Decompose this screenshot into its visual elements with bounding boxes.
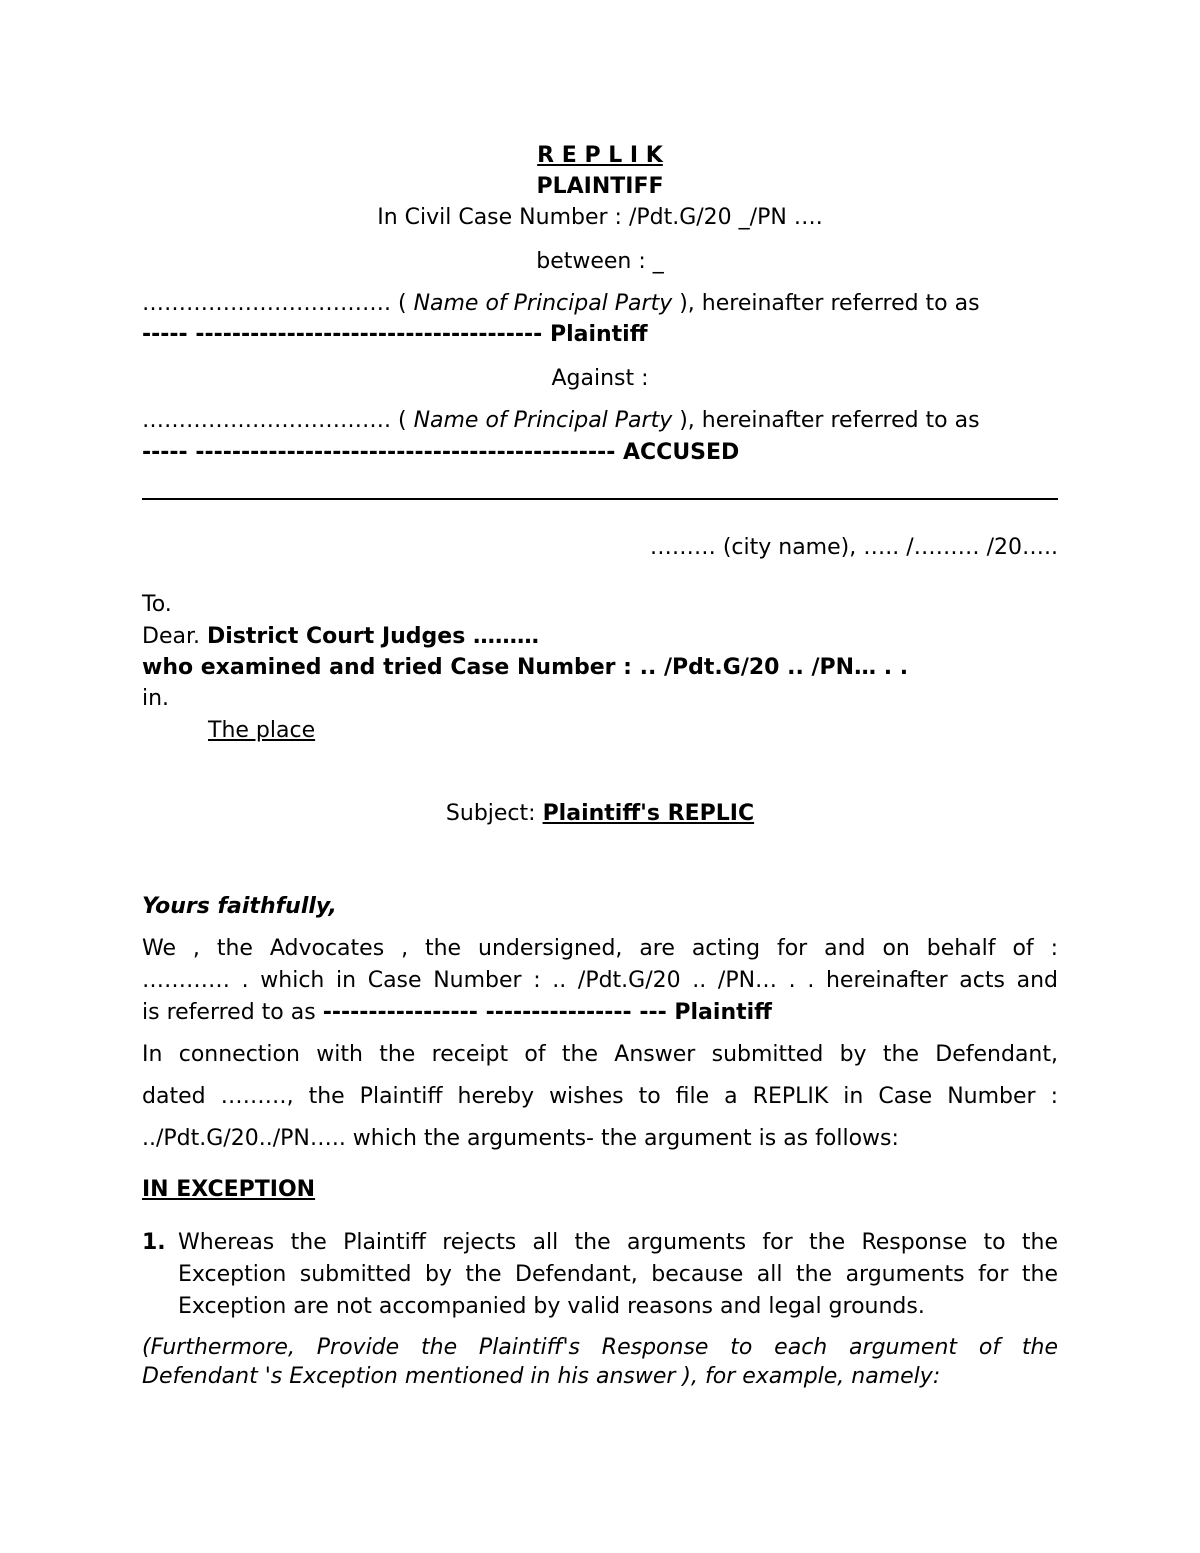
address-dear-line <box>142 622 1058 652</box>
date-line: ……… (city name), ….. /……… /20….. <box>649 535 1058 560</box>
body-p2-line2: dated ………, the Plaintiff hereby wishes to file a REPLIK in Case Number : <box>142 1084 1058 1109</box>
party2-dashes: ----- ---------------------------------------------- <box>142 440 623 465</box>
body-p1-line3-dashes: ----------------- ---------------- --- <box>322 1000 675 1025</box>
address-to: To. <box>142 592 172 617</box>
document-subtitle: PLAINTIFF <box>536 174 664 199</box>
section-heading: IN EXCEPTION <box>142 1177 316 1202</box>
body-p1-line3-role: Plaintiff <box>674 1000 772 1025</box>
address-dear: Dear. <box>142 624 207 649</box>
horizontal-divider <box>142 498 1058 500</box>
salutation: Yours faithfully, <box>142 894 337 919</box>
between-label: between : _ <box>536 249 664 274</box>
party1-role-line <box>142 320 1058 350</box>
address-place: The place <box>208 718 316 743</box>
party1-suffix: ), hereinafter referred to as <box>672 291 980 316</box>
body-p1-line2: ………… . which in Case Number : .. /Pdt.G/20 .. /PN… . . hereinafter acts and <box>142 968 1058 993</box>
subject-label: Subject: <box>445 801 543 826</box>
party2-dots: ……………………………. ( <box>142 408 414 433</box>
party1-dots: ……………………………. ( <box>142 291 414 316</box>
case-number-line: In Civil Case Number : /Pdt.G/20 _/PN …. <box>377 205 823 230</box>
item1-line1: Whereas the Plaintiff rejects all the arguments for the Response to the <box>178 1230 1058 1255</box>
body-p1-line3-text: is referred to as <box>142 1000 323 1025</box>
party1-role: Plaintiff <box>549 322 648 347</box>
body-p1-line1: We , the Advocates , the undersigned, are acting for and on behalf of : <box>142 936 1058 961</box>
party2-role: ACCUSED <box>623 440 740 465</box>
item1-line3: Exception are not accompanied by valid reasons and legal grounds. <box>178 1294 925 1319</box>
address-in: in. <box>142 686 170 711</box>
body-p2-line3: ../Pdt.G/20../PN….. which the arguments- the argument is as follows: <box>142 1126 899 1151</box>
party2-role-line <box>142 438 1058 468</box>
party2-name: Name of Principal Party <box>413 408 673 433</box>
party2-suffix: ), hereinafter referred to as <box>672 408 980 433</box>
note-line1: (Furthermore, Provide the Plaintiff's Response to each argument of the <box>142 1335 1058 1360</box>
against-label: Against : <box>551 366 649 391</box>
item1-line2: Exception submitted by the Defendant, because all the arguments for the <box>178 1262 1058 1287</box>
party1-dashes: ----- -------------------------------------- <box>142 322 550 347</box>
document-title: R E P L I K <box>537 143 663 168</box>
party1-line <box>142 289 1058 319</box>
address-examined: who examined and tried Case Number : .. /Pdt.G/20 .. /PN… . . <box>142 655 909 680</box>
item1-number: 1. <box>142 1230 166 1255</box>
body-p1-line3 <box>142 998 1058 1028</box>
subject-value: Plaintiff's REPLIC <box>542 801 755 826</box>
address-place-line <box>208 716 1058 746</box>
subject-line <box>142 799 1058 829</box>
body-p2-line1: In connection with the receipt of the Answer submitted by the Defendant, <box>142 1042 1058 1067</box>
party2-line <box>142 406 1058 436</box>
address-judges: District Court Judges ……… <box>206 624 539 649</box>
party1-name: Name of Principal Party <box>413 291 673 316</box>
note-line2: Defendant 's Exception mentioned in his answer ), for example, namely: <box>142 1364 941 1389</box>
